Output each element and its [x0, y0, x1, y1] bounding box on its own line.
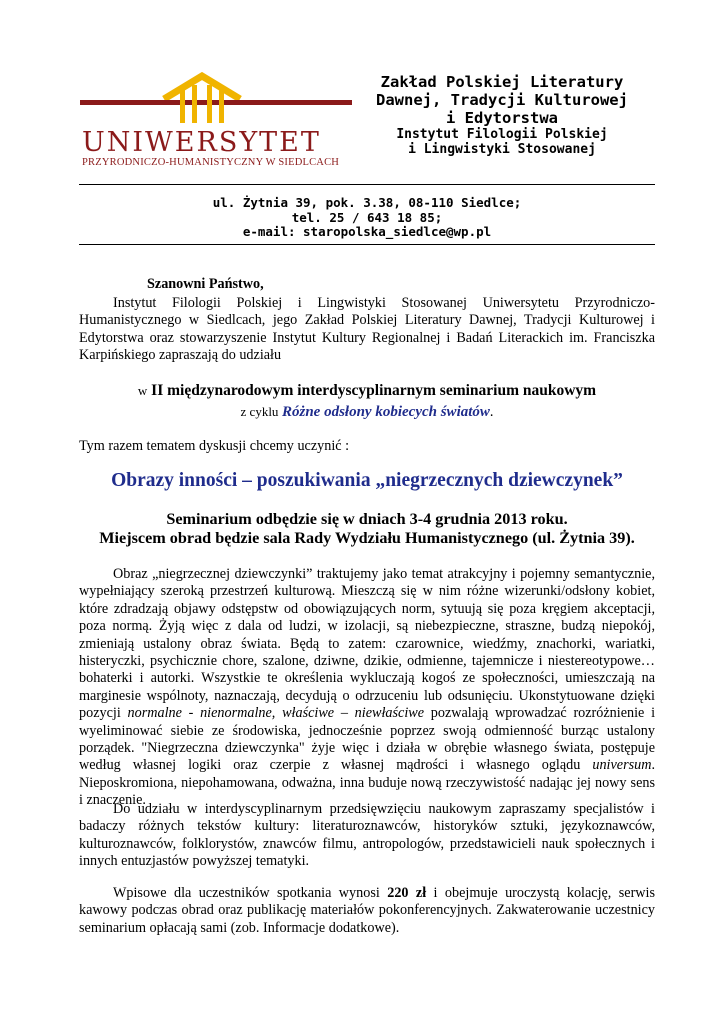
- contact-block: [79, 196, 655, 240]
- cycle-prefix: z cyklu: [240, 404, 279, 419]
- date-place-block: [79, 510, 655, 548]
- para1-c: . Nieposkromiona, niepohamowana, odważna, inna buduje nową rzeczywistość nadając jej nowy sens i znaczenie.: [79, 757, 655, 809]
- logo-roof: [164, 76, 240, 99]
- invitation-paragraph: Do udziału w interdyscyplinarnym przedsięwzięciu naukowym zapraszamy specjalistów i badaczy różnych tekstów kultury: literaturoznawców, historyków sztuki, językoznawców, kulturoznawców, folklorystów, znawców filmu, antropologów, przedstawicieli nauk społecznych i innych entuzjastów powyższej tematyki.: [79, 801, 655, 870]
- intro-paragraph: Instytut Filologii Polskiej i Lingwistyki Stosowanej Uniwersytetu Przyrodniczo-Humanistycznego w Siedlcach, jego Zakład Polskiej Literatury Dawnej, Tradycji Kulturowej i Edytorstwa oraz stowarzyszenie Instytut Kultury Regionalnej i Badań Literackich im. Franciszka Karpińskiego zapraszają do udziału: [79, 295, 655, 364]
- dept-line-1: Zakład Polskiej Literatury: [380, 73, 624, 91]
- logo-red-bar: [80, 100, 352, 105]
- place-line: Miejscem obrad będzie sala Rady Wydziału Humanistycznego (ul. Żytnia 39).: [99, 529, 635, 547]
- inst-line-2: i Lingwistyki Stosowanej: [408, 142, 596, 157]
- dept-line-2: Dawnej, Tradycji Kulturowej: [376, 91, 628, 109]
- para1-italic2: universum: [592, 757, 652, 774]
- date-line: Seminarium odbędzie się w dniach 3-4 grudnia 2013 roku.: [166, 510, 568, 528]
- fee-a: Wpisowe dla uczestników spotkania wynosi: [113, 885, 380, 901]
- description-paragraph: [79, 566, 655, 810]
- invite-title: II międzynarodowym interdyscyplinarnym seminarium naukowym: [151, 382, 597, 399]
- department-block: [352, 73, 652, 157]
- fee-amount: 220 zł: [387, 885, 427, 901]
- logo-title: UNIWERSYTET: [82, 127, 321, 158]
- topic-title: Obrazy inności – poszukiwania „niegrzecznych dziewczynek”: [111, 470, 623, 491]
- para1-italic: normalne - nienormalne, właściwe – niewłaściwe: [127, 705, 425, 722]
- contact-divider: [79, 244, 655, 245]
- para1-b: pozwalają wprowadzać rozróżnienie i wyeliminować siebie ze środowiska, jednocześnie poprzez swoją odmienność burząc ustalony porządek. "Niegrzeczna dziewczynka" żyje więc i działa w obrębie własnego świata, postępuje według własnej logiki oraz czerpie z własnej mądrości i własnego oglądu: [79, 705, 656, 774]
- cycle-title: Różne odsłony kobiecych światów: [281, 404, 490, 420]
- cycle-suffix: .: [489, 404, 494, 420]
- para1-a: Obraz „niegrzecznej dziewczynki” traktujemy jako temat atrakcyjny i pojemny semantycznie, wypełniający szeroką przestrzeń kulturową. Mieszczą się w nim różne wizerunki/odsłony kobiet, które zdradzają objawy odstępstw od obowiązujących norm, sytuują się poza kręgiem akceptacji, poza normą. Żyją więc z dala od ludzi, w izolacji, są niebezpieczne, straszne, budzą niepokój, zmieniają ustalony obraz świata. Będą to zatem: czarownice, wiedźmy, znachorki, wariatki, histeryczki, psychicznie chore, szalone, dziwne, dzikie, odmienne, tajemnicze i niestereotypowe… bohaterki i autorki. Wszystkie te określenia wykluczają kogoś ze społeczności, umieszczają na marginesie wspólnoty, naznaczają, decydują o odrzuceniu lub odsunięciu. Ukonstytuowane dzięki pozycji: [79, 566, 655, 722]
- fee-paragraph: [79, 885, 655, 937]
- logo-subtitle: PRZYRODNICZO-HUMANISTYCZNY W SIEDLCACH: [82, 157, 340, 168]
- contact-email: e-mail: staropolska_siedlce@wp.pl: [242, 224, 492, 239]
- topic-intro: Tym razem tematem dyskusji chcemy uczynić :: [79, 438, 350, 454]
- dept-line-3: i Edytorstwa: [446, 109, 558, 127]
- invite-prefix: w: [137, 383, 148, 398]
- contact-address: ul. Żytnia 39, pok. 3.38, 08-110 Siedlce;: [212, 195, 522, 210]
- inst-line-1: Instytut Filologii Polskiej: [396, 127, 608, 142]
- fee-b: i obejmuje uroczystą kolację, serwis kawowy podczas obrad oraz publikację materiałów pokonferencyjnych. Zakwaterowanie uczestnicy seminarium opłacają sami (zob. Informacje dodatkowe).: [79, 885, 656, 936]
- greeting: Szanowni Państwo,: [147, 276, 264, 292]
- header-divider: [79, 184, 655, 185]
- cycle-line: [79, 403, 655, 421]
- contact-phone: tel. 25 / 643 18 85;: [291, 209, 443, 225]
- invite-line: [79, 382, 655, 399]
